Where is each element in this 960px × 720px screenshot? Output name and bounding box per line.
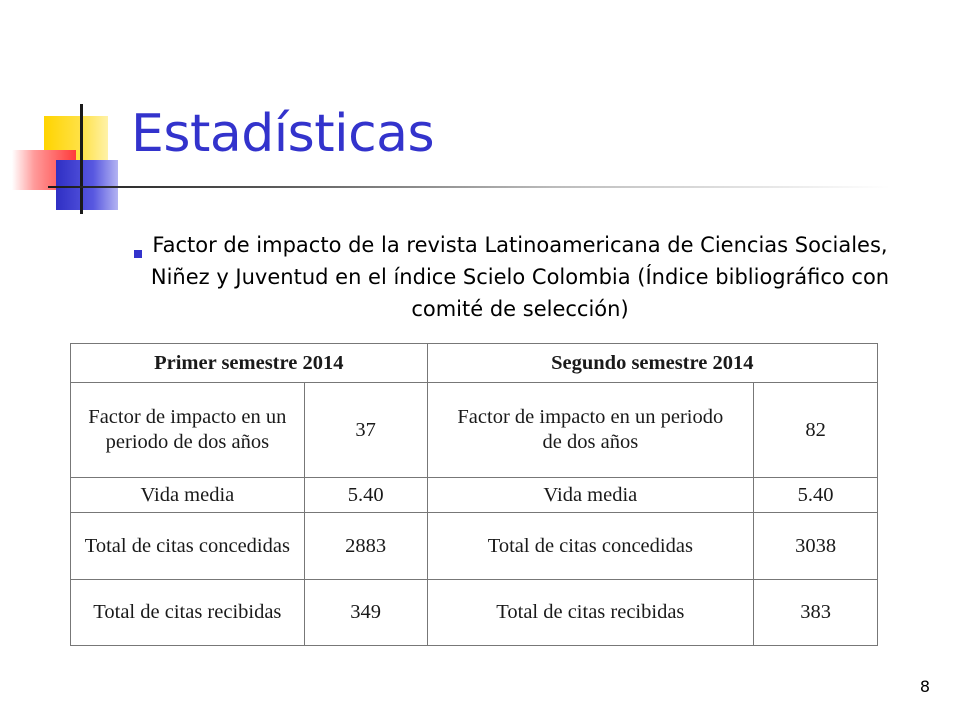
header-second-semester: Segundo semestre 2014 (427, 344, 877, 383)
row-label-left: Factor de impacto en un periodo de dos años (71, 383, 305, 478)
header-first-semester: Primer semestre 2014 (71, 344, 428, 383)
title-underline (48, 186, 890, 188)
row-label-right: Factor de impacto en un periodo de dos años (427, 383, 754, 478)
row-value-left: 37 (304, 383, 427, 478)
row-value-right: 3038 (754, 513, 878, 580)
statistics-table (70, 343, 878, 646)
decor-vertical-line (80, 104, 83, 214)
row-value-left: 5.40 (304, 478, 427, 513)
table-row (71, 383, 878, 478)
table-header-row (71, 344, 878, 383)
table-row (71, 580, 878, 646)
row-value-right: 383 (754, 580, 878, 646)
bullet-text: Factor de impacto de la revista Latinoamericana de Ciencias Sociales, Niñez y Juventud en el índice Scielo Colombia (Índice bibliográfico con comité de selección) (150, 233, 890, 321)
table-row (71, 513, 878, 580)
page-number: 8 (919, 677, 930, 696)
row-label-right: Total de citas concedidas (427, 513, 754, 580)
row-value-right: 5.40 (754, 478, 878, 513)
row-label-left: Total de citas recibidas (71, 580, 305, 646)
row-label-right: Total de citas recibidas (427, 580, 754, 646)
bullet-square-icon (134, 250, 142, 258)
slide-title: Estadísticas (131, 104, 435, 164)
row-label-right: Vida media (427, 478, 754, 513)
row-value-right: 82 (754, 383, 878, 478)
row-value-left: 349 (304, 580, 427, 646)
row-value-left: 2883 (304, 513, 427, 580)
decor-blue-square (56, 160, 118, 210)
row-label-left: Total de citas concedidas (71, 513, 305, 580)
row-label-left: Vida media (71, 478, 305, 513)
table-row (71, 478, 878, 513)
